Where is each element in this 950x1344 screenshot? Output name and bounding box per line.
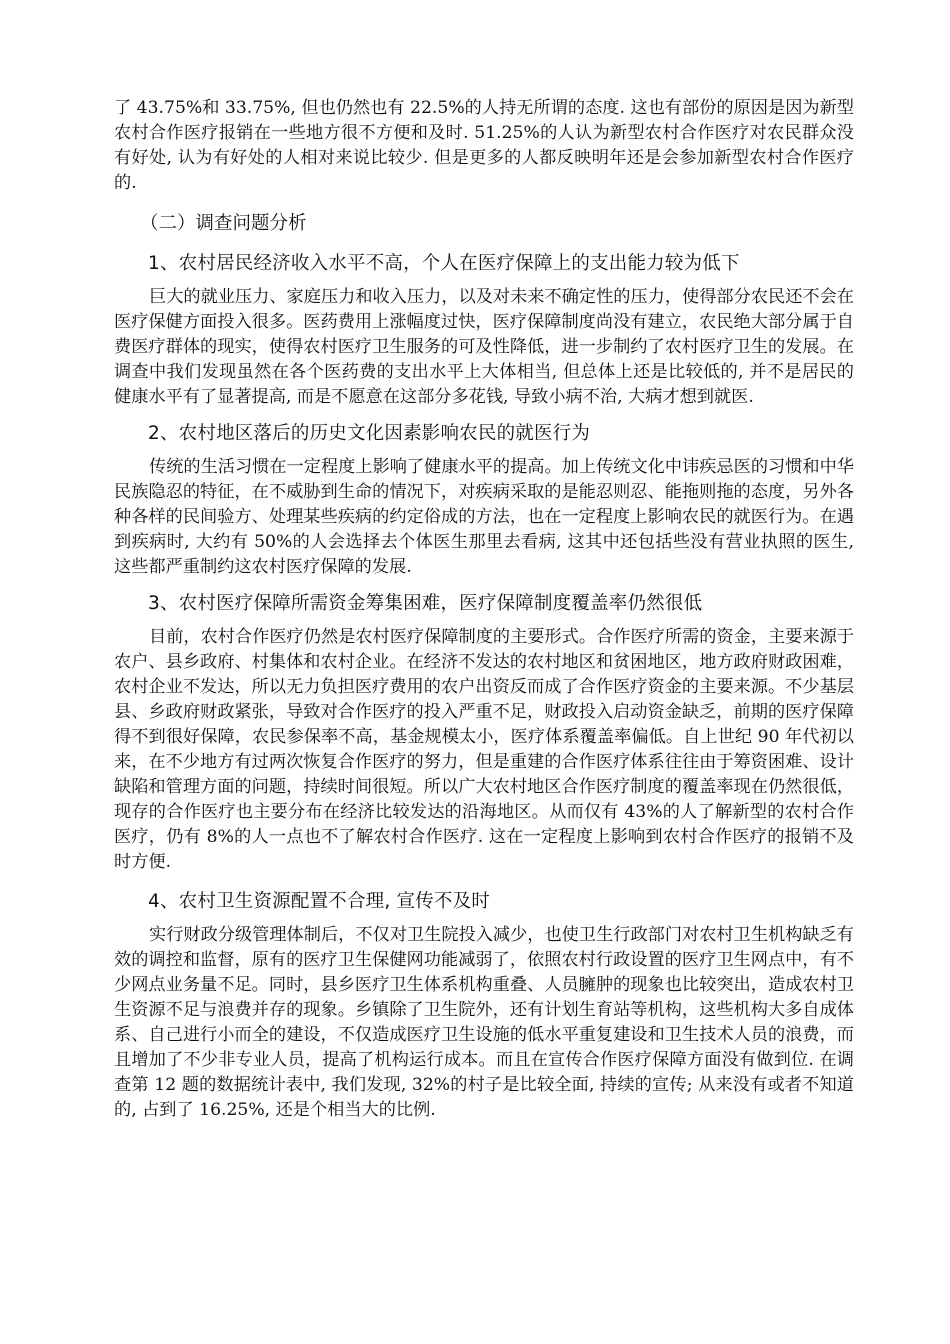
section-heading: （二）调查问题分析	[140, 213, 307, 234]
intro-paragraph: 了 43.75%和 33.75%, 但也仍然也有 22.5%的人持无所谓的态度. 这也有部份的原因是因为新型农村合作医疗报销在一些地方很不方便和及时. 51.25%的人认为新型农村合作医疗对农民群众没有好处, 认为有好处的人相对来说比较少. 但是更多的人都反映明年还是会参加新型农村合作医疗的.	[114, 98, 854, 193]
document-page	[114, 96, 854, 1123]
subsection-heading-2: 2、农村地区落后的历史文化因素影响农民的就医行为	[148, 423, 591, 444]
subsection-paragraph-2: 传统的生活习惯在一定程度上影响了健康水平的提高。加上传统文化中讳疾忌医的习惯和中华民族隐忍的特征，在不威胁到生命的情况下，对疾病采取的是能忍则忍、能拖则拖的态度，另外各种各样的民间验方、处理某些疾病的约定俗成的方法，也在一定程度上影响农民的就医行为。在遇到疾病时, 大约有 50%的人会选择去个体医生那里去看病, 这其中还包括些没有营业执照的医生, 这些都严重制约这农村医疗保障的发展.	[114, 457, 854, 577]
subsection-heading-3: 3、农村医疗保障所需资金筹集困难，医疗保障制度覆盖率仍然很低	[148, 593, 703, 614]
subsection-paragraph-1: 巨大的就业压力、家庭压力和收入压力，以及对未来不确定性的压力，使得部分农民还不会在医疗保健方面投入很多。医药费用上涨幅度过快，医疗保障制度尚没有建立，农民绝大部分属于自费医疗群体的现实，使得农村医疗卫生服务的可及性降低，进一步制约了农村医疗卫生的发展。在调查中我们发现虽然在各个医药费的支出水平上大体相当, 但总体上还是比较低的, 并不是居民的健康水平有了显著提高, 而是不愿意在这部分多花钱, 导致小病不治, 大病才想到就医.	[114, 287, 854, 407]
subsection-heading-4: 4、农村卫生资源配置不合理, 宣传不及时	[148, 891, 491, 912]
subsection-heading-1: 1、农村居民经济收入水平不高，个人在医疗保障上的支出能力较为低下	[148, 253, 740, 274]
subsection-paragraph-3: 目前，农村合作医疗仍然是农村医疗保障制度的主要形式。合作医疗所需的资金，主要来源于农户、县乡政府、村集体和农村企业。在经济不发达的农村地区和贫困地区，地方政府财政困难，农村企业不发达，所以无力负担医疗费用的农户出资反而成了合作医疗资金的主要来源。不少基层县、乡政府财政紧张，导致对合作医疗的投入严重不足，财政投入启动资金缺乏，前期的医疗保障得不到很好保障，农民参保率不高，基金规模太小，医疗体系覆盖率偏低。自上世纪 90 年代初以来，在不少地方有过两次恢复合作医疗的努力，但是重建的合作医疗体系往往由于筹资困难、设计缺陷和管理方面的问题，持续时间很短。所以广大农村地区合作医疗制度的覆盖率现在仍然很低，现存的合作医疗也主要分布在经济比较发达的沿海地区。从而仅有 43%的人了解新型的农村合作医疗，仍有 8%的人一点也不了解农村合作医疗. 这在一定程度上影响到农村合作医疗的报销不及时方便.	[114, 627, 854, 872]
subsection-paragraph-4: 实行财政分级管理体制后，不仅对卫生院投入减少，也使卫生行政部门对农村卫生机构缺乏有效的调控和监督，原有的医疗卫生保健网功能减弱了，依照农村行政设置的医疗卫生网点中，有不少网点业务量不足。同时，县乡医疗卫生体系机构重叠、人员臃肿的现象也比较突出，造成农村卫生资源不足与浪费并存的现象。乡镇除了卫生院外，还有计划生育站等机构，这些机构大多自成体系、自己进行小而全的建设，不仅造成医疗卫生设施的低水平重复建设和卫生技术人员的浪费，而且增加了不少非专业人员，提高了机构运行成本。而且在宣传合作医疗保障方面没有做到位. 在调查第 12 题的数据统计表中, 我们发现, 32%的村子是比较全面, 持续的宣传; 从来没有或者不知道的, 占到了 16.25%, 还是个相当大的比例.	[114, 925, 854, 1120]
